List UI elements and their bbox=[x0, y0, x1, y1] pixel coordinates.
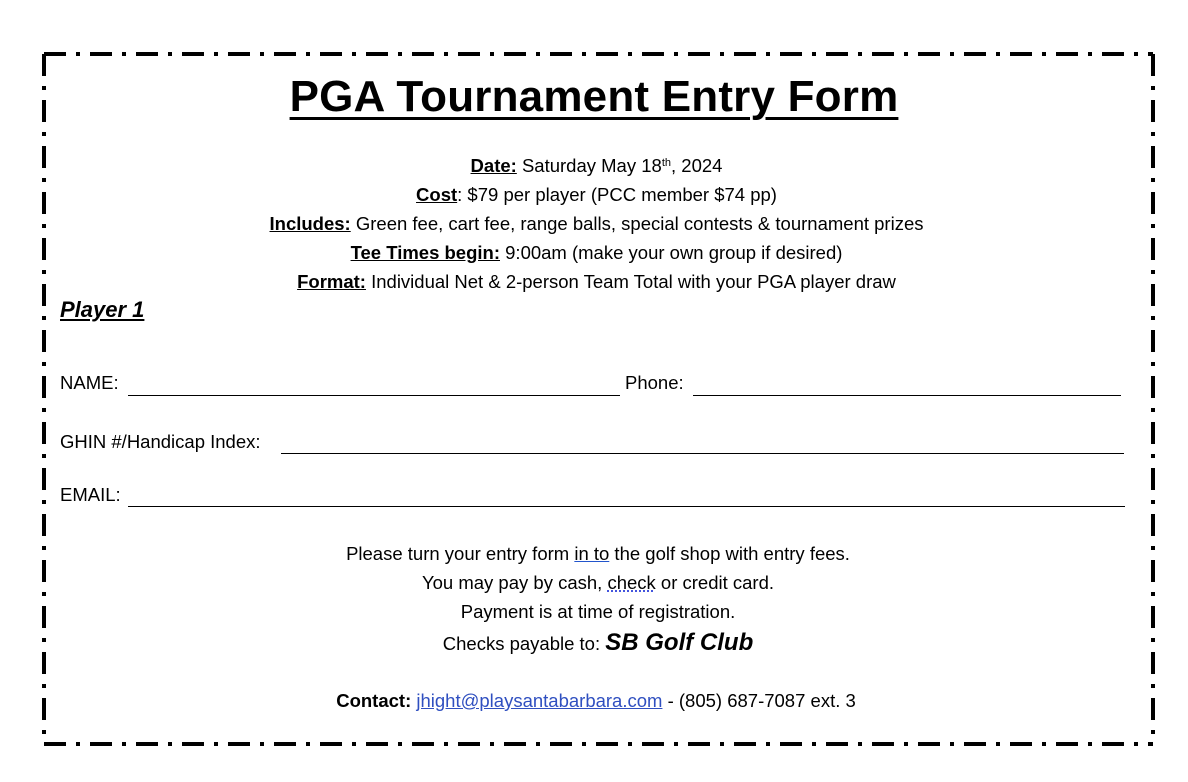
name-field[interactable] bbox=[128, 395, 620, 396]
instruction-line-3: Payment is at time of registration. bbox=[460, 601, 736, 622]
date-label: Date: bbox=[470, 155, 517, 176]
instruction-text: the golf shop with entry fees. bbox=[609, 543, 850, 564]
tee-times-value: 9:00am (make your own group if desired) bbox=[500, 242, 843, 263]
date-year: , 2024 bbox=[671, 155, 723, 176]
cost-line bbox=[0, 180, 1188, 209]
includes-label: Includes: bbox=[269, 213, 351, 234]
form-title: PGA Tournament Entry Form bbox=[289, 72, 899, 121]
instruction-text: Please turn your entry form bbox=[346, 543, 575, 564]
checks-payable-label: Checks payable to: bbox=[442, 633, 606, 654]
ghin-label: GHIN #/Handicap Index: bbox=[60, 431, 261, 452]
format-line bbox=[0, 267, 1188, 296]
contact-email-link[interactable]: jhight@playsantabarbara.com bbox=[416, 690, 663, 711]
cost-label: Cost bbox=[416, 184, 458, 205]
date-suffix: th bbox=[661, 157, 671, 169]
cost-value: : $79 per player (PCC member $74 pp) bbox=[457, 184, 777, 205]
name-label: NAME: bbox=[60, 372, 119, 393]
check-marked-text: check bbox=[607, 572, 656, 593]
phone-field[interactable] bbox=[693, 395, 1121, 396]
date-value: Saturday May 18 bbox=[516, 155, 662, 176]
instruction-line-4 bbox=[0, 628, 1188, 658]
phone-label: Phone: bbox=[625, 372, 684, 393]
contact-label: Contact: bbox=[336, 690, 412, 711]
date-line bbox=[0, 151, 1188, 180]
instruction-text: You may pay by cash, bbox=[421, 572, 608, 593]
format-value: Individual Net & 2-person Team Total with your PGA player draw bbox=[365, 271, 896, 292]
instructions bbox=[0, 539, 1188, 658]
contact-line bbox=[0, 690, 1188, 712]
ghin-field[interactable] bbox=[281, 453, 1124, 454]
contact-phone: - (805) 687-7087 ext. 3 bbox=[662, 690, 856, 711]
tee-times-line bbox=[0, 238, 1188, 267]
email-field[interactable] bbox=[128, 506, 1125, 507]
email-label: EMAIL: bbox=[60, 484, 121, 505]
instruction-text: or credit card. bbox=[655, 572, 775, 593]
event-details bbox=[0, 151, 1188, 296]
player-heading: Player 1 bbox=[60, 297, 145, 322]
includes-line bbox=[0, 209, 1188, 238]
club-name: SB Golf Club bbox=[605, 629, 754, 656]
instruction-line-1 bbox=[0, 539, 1188, 568]
format-label: Format: bbox=[297, 271, 366, 292]
tee-times-label: Tee Times begin: bbox=[350, 242, 500, 263]
in-to-marked-text: in to bbox=[574, 543, 610, 564]
includes-value: Green fee, cart fee, range balls, special contests & tournament prizes bbox=[350, 213, 924, 234]
instruction-line-2 bbox=[0, 568, 1188, 597]
